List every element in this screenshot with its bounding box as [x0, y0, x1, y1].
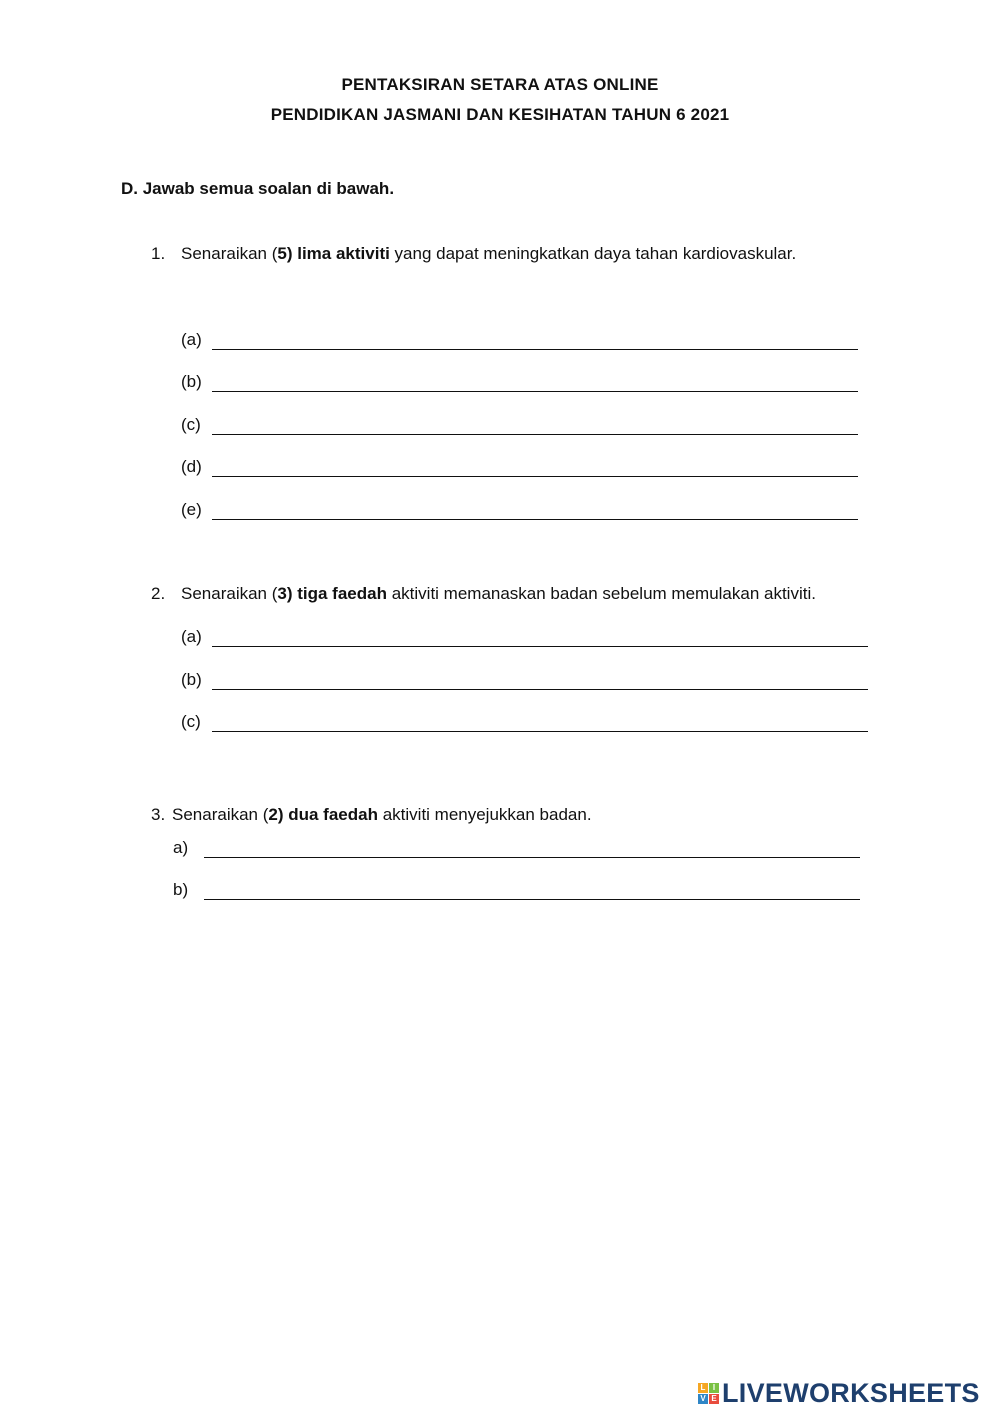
answer-blank[interactable]: [204, 843, 860, 858]
answer-row-2a: [181, 627, 868, 647]
logo-tile: L: [698, 1383, 708, 1393]
answer-blank[interactable]: [212, 717, 868, 732]
question-text: yang dapat meningkatkan daya tahan kardiovaskular.: [389, 244, 797, 263]
question-emphasis: 2) dua faedah: [268, 805, 378, 824]
answer-row-1e: [181, 500, 858, 520]
answer-row-2c: [181, 712, 868, 732]
worksheet-title: PENTAKSIRAN SETARA ATAS ONLINE: [341, 75, 659, 94]
question-text: Senaraikan (: [181, 244, 278, 263]
answer-row-3b: [173, 880, 860, 900]
answer-row-1b: [181, 372, 858, 392]
liveworksheets-brand: [698, 1378, 980, 1409]
answer-row-1a: [181, 330, 858, 350]
answer-label: (c): [181, 415, 201, 434]
answer-label: a): [173, 838, 189, 857]
brand-text: LIVEWORKSHEETS: [722, 1378, 980, 1408]
question-emphasis: 3) tiga faedah: [277, 584, 387, 603]
question-number: 1.: [151, 244, 166, 263]
answer-row-2b: [181, 670, 868, 690]
question-2: [151, 584, 816, 604]
answer-label: (d): [181, 457, 202, 476]
liveworksheets-logo-icon: [698, 1383, 719, 1404]
answer-blank[interactable]: [204, 885, 860, 900]
question-text: aktiviti menyejukkan badan.: [377, 805, 592, 824]
answer-blank[interactable]: [212, 505, 858, 520]
section-heading: D. Jawab semua soalan di bawah.: [121, 179, 395, 198]
answer-row-3a: [173, 838, 860, 858]
question-text: Senaraikan (: [172, 805, 269, 824]
logo-tile: I: [709, 1383, 719, 1393]
worksheet-subtitle: PENDIDIKAN JASMANI DAN KESIHATAN TAHUN 6 2021: [270, 105, 730, 124]
logo-tile: V: [698, 1394, 708, 1404]
answer-label: (a): [181, 627, 202, 646]
answer-label: (a): [181, 330, 202, 349]
answer-blank[interactable]: [212, 675, 868, 690]
answer-label: (b): [181, 670, 202, 689]
question-number: 2.: [151, 584, 166, 603]
answer-blank[interactable]: [212, 462, 858, 477]
answer-label: b): [173, 880, 189, 899]
answer-label: (c): [181, 712, 201, 731]
answer-label: (e): [181, 500, 202, 519]
answer-blank[interactable]: [212, 335, 858, 350]
answer-label: (b): [181, 372, 202, 391]
answer-blank[interactable]: [212, 420, 858, 435]
answer-row-1d: [181, 457, 858, 477]
question-text: aktiviti memanaskan badan sebelum memulakan aktiviti.: [386, 584, 816, 603]
answer-blank[interactable]: [212, 377, 858, 392]
question-number: 3.: [151, 805, 166, 824]
question-1: [151, 244, 796, 264]
answer-blank[interactable]: [212, 632, 868, 647]
question-3: [151, 805, 592, 825]
question-text: Senaraikan (: [181, 584, 278, 603]
question-emphasis: 5) lima aktiviti: [277, 244, 390, 263]
answer-row-1c: [181, 415, 858, 435]
logo-tile: E: [709, 1394, 719, 1404]
